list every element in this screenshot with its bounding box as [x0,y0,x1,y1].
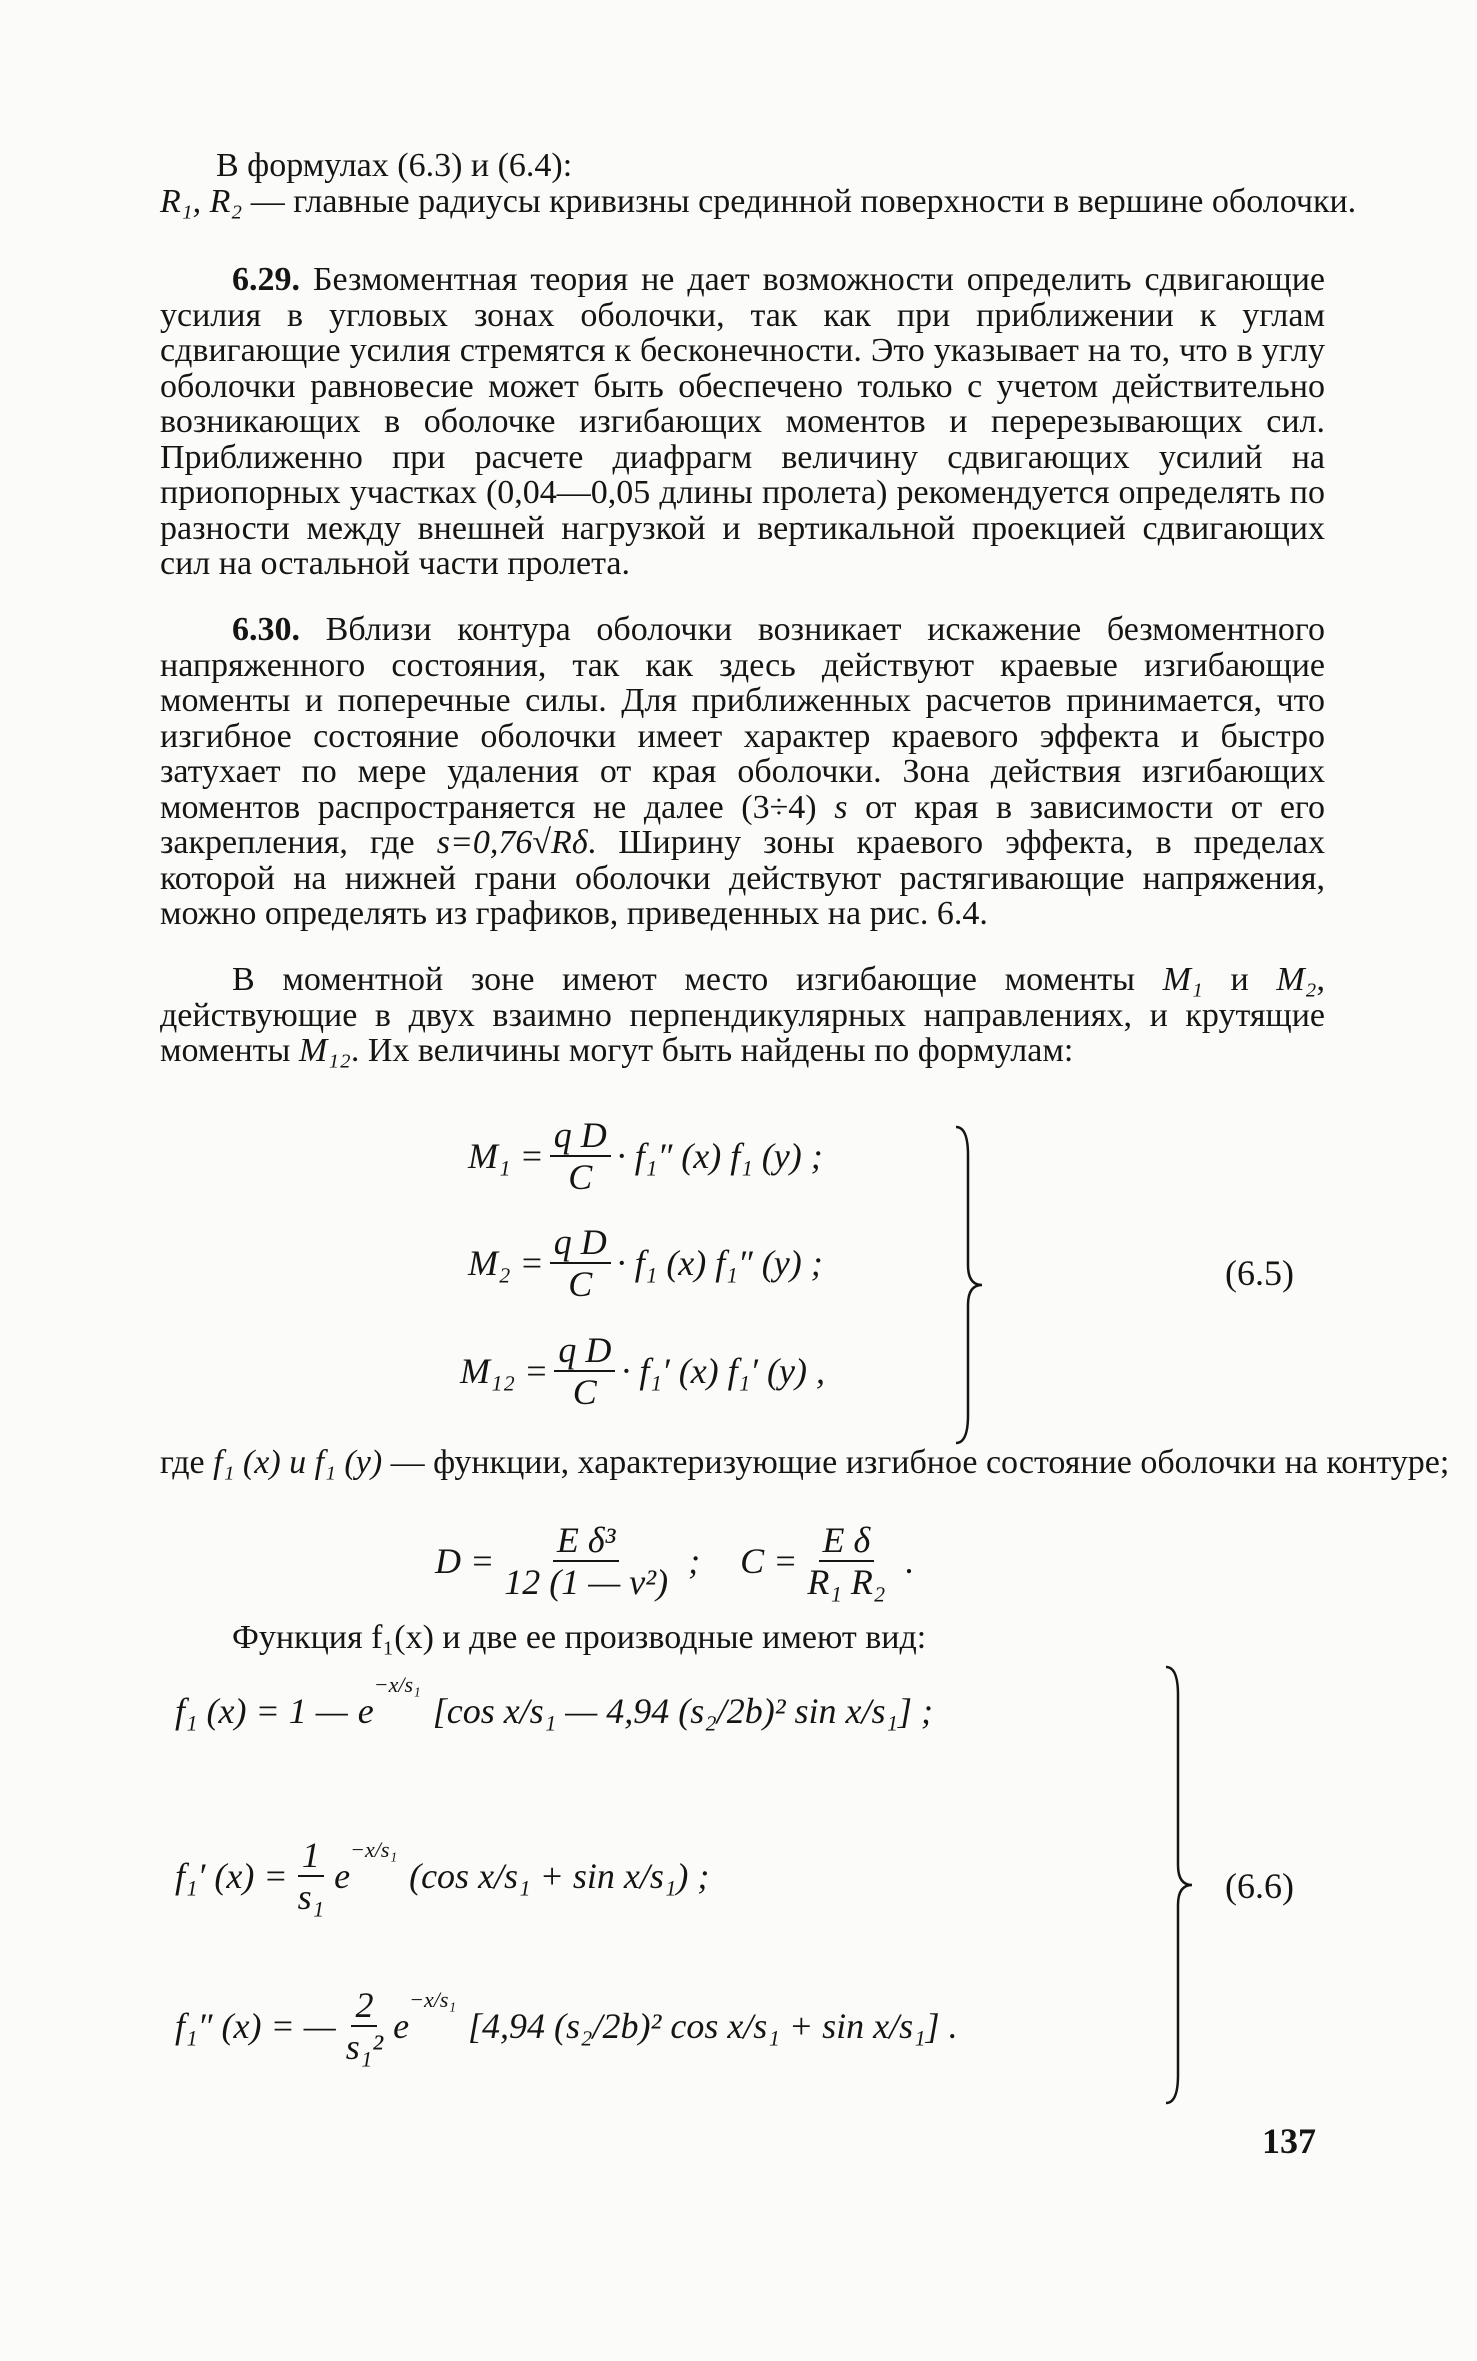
fraction-qd-c [550,1222,611,1304]
page-number: 137 [1262,2121,1316,2161]
paragraph-text-b: от края в зависимости от его закрепления, где [160,788,1326,861]
numerator-one: 1 [298,1835,324,1877]
definition-r1-r2 [160,184,1381,220]
equation-label-6-6: (6.6) [1225,1866,1294,1906]
exp-power: −x/s₁ [350,1837,398,1862]
f-rhs: [cos x/s₁ — 4,94 (s₂/2b)² sin x/s₁] ; [432,1691,934,1731]
paragraph-6-29 [160,262,1325,582]
equation-label-6-5: (6.5) [1225,1253,1294,1293]
c-numerator: E δ [819,1520,875,1562]
d-numerator: E δ³ [553,1520,620,1562]
fraction-qd-c [550,1115,611,1197]
where-lead: где [160,1444,214,1481]
denominator: C [568,1264,593,1304]
fraction-2-s1sq [342,1985,387,2067]
m1-lhs: M₁ = [468,1136,544,1176]
fraction-qd-c [554,1330,615,1412]
denominator-s1: s₁ [297,1877,325,1917]
denominator: C [568,1157,593,1197]
symbol-m1: M₁ [1162,961,1203,998]
m1-rhs: · f₁″ (x) f₁ (y) ; [616,1136,823,1176]
paragraph-text-a: Вблизи контура оболочки возникает искажение безмоментного напряженного состояния, так как здесь действуют краевые изгибающие моменты и поперечные силы. Для приближенных расчетов принимается, что изгибное состояние оболочки имеет характер краевого эффекта и быстро затухает по мере удаления от края оболочки. Зона действия изгибающих моментов распространяется не далее (3÷4) [160,611,1325,826]
where-functions [160,1445,1477,1481]
end-dot: . [905,1541,915,1581]
m2-lhs: M₂ = [468,1243,544,1283]
fraction-c [803,1520,889,1602]
numerator: q D [550,1222,611,1264]
function-intro [160,1620,1325,1656]
equation-f1-prime [175,1835,709,1917]
definition-text: — главные радиусы кривизны срединной поверхности в вершине оболочки. [242,183,1357,220]
moment-text-c: . Их величины могут быть найдены по формулам: [350,1032,1074,1069]
numerator: q D [554,1330,615,1372]
symbol-s: s [834,788,848,826]
separator: ; [688,1541,701,1581]
right-brace-6-5 [950,1125,990,1445]
formula-s: s=0,76√Rδ [436,824,588,861]
where-text: — функции, характеризующие изгибное состояние оболочки на контуре; [382,1444,1450,1481]
equation-d-c [435,1520,914,1602]
d-lhs: D = [435,1541,495,1581]
fraction-1-s1 [294,1835,329,1917]
m2-rhs: · f₁ (x) f₁″ (y) ; [616,1243,823,1283]
exp-e: e [334,1856,351,1896]
moment-text-a: В моментной зоне имеют место изгибающие моменты [232,961,1163,998]
symbol-m12: M₁₂ [298,1032,351,1069]
m12-rhs: · f₁′ (x) f₁′ (y) , [621,1351,826,1391]
moment-text-b: , действующие в двух взаимно перпендикулярных направлениях, и крутящие моменты [160,961,1325,1069]
equation-f1 [175,1672,934,1732]
symbol-r1-r2: R₁, R₂ [160,183,243,220]
exp-power: −x/s₁ [409,1987,457,2012]
f1-lhs: f₁′ (x) = [175,1856,288,1896]
intro-label: В формулах (6.3) и (6.4): [216,147,573,184]
f2-lhs: f₁″ (x) = — [175,2006,336,2046]
numerator-two: 2 [351,1985,377,2027]
denominator: C [572,1372,597,1412]
paragraph-number: 6.29. [232,261,300,298]
equation-f1-double-prime [175,1985,958,2067]
f-lhs: f₁ (x) = 1 — [175,1691,348,1731]
d-denominator: 12 (1 — ν²) [504,1562,669,1602]
c-denominator: R₁ R₂ [807,1562,886,1602]
f1-rhs: (cos x/s₁ + sin x/s₁) ; [409,1856,710,1896]
exp-e: e [393,2006,410,2046]
paragraph-text: Безмоментная теория не дает возможности определить сдвигающие усилия в угловых зонах оболочки, так как при приближении к углам сдвигающие усилия стремятся к бесконечности. Это указывает на то, что в углу оболочки равновесие может быть обеспечено только с учетом действительно возникающих в оболочке изгибающих моментов и перерезывающих сил. Приближенно при расчете диафрагм величину сдвигающих усилий на приопорных участках (0,04—0,05 длины пролета) рекомендуется определять по разности между внешней нагрузкой и вертикальной проекцией сдвигающих сил на остальной части пролета. [160,261,1325,582]
paragraph-6-30 [160,612,1325,932]
intro-line [160,148,1325,184]
fraction-d [500,1520,672,1602]
numerator: q D [550,1115,611,1157]
paragraph-moment-zone [160,962,1325,1069]
paragraph-text-c: . Ширину зоны краевого эффекта, в пределах которой на нижней грани оболочки действуют растягивающие напряжения, можно определять из графиков, приведенных на рис. 6.4. [160,824,1325,932]
m12-lhs: M₁₂ = [460,1351,549,1391]
f2-rhs: [4,94 (s₂/2b)² cos x/s₁ + sin x/s₁] . [468,2006,958,2046]
exp-power: −x/s₁ [373,1672,421,1697]
exp-e: e [357,1691,374,1731]
where-funcs: f₁ (x) и f₁ (y) [213,1444,383,1481]
symbol-m2: M₂ [1276,961,1317,998]
denominator-s1sq: s₁² [345,2027,384,2067]
right-brace-6-6 [1160,1665,1200,2105]
c-lhs: C = [740,1541,798,1581]
equation-m1 [468,1115,823,1197]
moment-and: и [1202,961,1277,998]
paragraph-number: 6.30. [232,611,300,648]
function-intro-text: Функция f₁(x) и две ее производные имеют вид: [232,1619,927,1656]
equation-m2 [468,1222,823,1304]
equation-m12 [460,1330,825,1412]
